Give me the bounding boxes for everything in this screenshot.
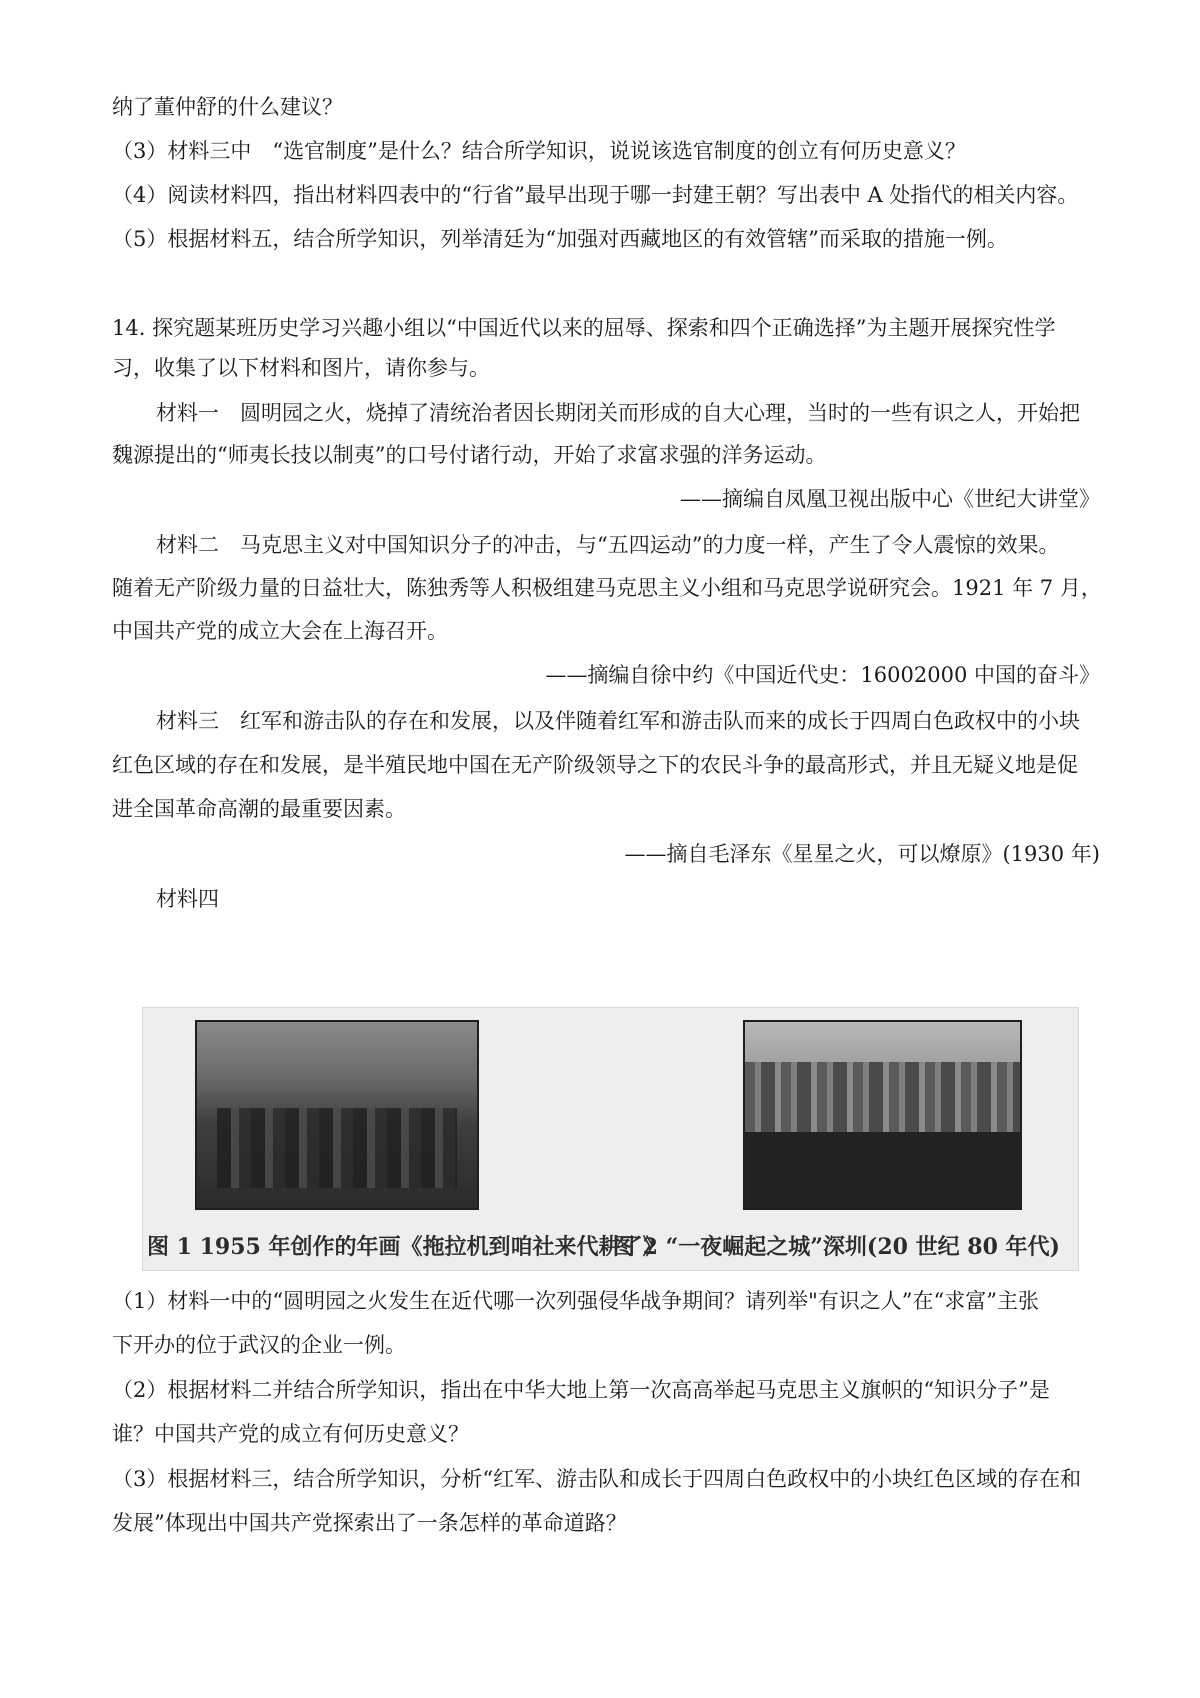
sub-question-1-line1: （1）材料一中的“圆明园之火发生在近代哪一次列强侵华战争期间？请列举"有识之人”在“求富”主张 (112, 1289, 1039, 1313)
figure-1-painting-image (195, 1020, 479, 1210)
question-4: （4）阅读材料四，指出材料四表中的“行省”最早出现于哪一封建王朝？写出表中 A 处指代的相关内容。 (112, 183, 1079, 207)
material-4-label: 材料四 (156, 887, 219, 911)
material-2-source: ——摘编自徐中约《中国近代史：16002000 中国的奋斗》 (545, 663, 1100, 687)
sub-question-3-line1: （3）根据材料三，结合所学知识，分析“红军、游击队和成长于四周白色政权中的小块红色区域的存在和 (112, 1467, 1082, 1491)
material-2-line1: 材料二 马克思主义对中国知识分子的冲击，与“五四运动”的力度一样，产生了令人震惊的效果。 (156, 533, 1060, 557)
farmers-crowd-shape (217, 1108, 457, 1188)
material-4-figures (142, 1007, 1079, 1271)
figure-1-caption: 图 1 1955 年创作的年画《拖拉机到咱社来代耕了》 (147, 1234, 665, 1260)
ground-shape (745, 1132, 1020, 1208)
city-skyline-shape (745, 1062, 1020, 1132)
material-3-line2: 红色区域的存在和发展，是半殖民地中国在无产阶级领导之下的农民斗争的最高形式，并且无疑义地是促 (112, 753, 1078, 777)
sub-question-2-line1: （2）根据材料二并结合所学知识，指出在中华大地上第一次高高举起马克思主义旗帜的“知识分子”是 (112, 1378, 1050, 1402)
sub-question-2-line2: 谁？中国共产党的成立有何历史意义？ (112, 1422, 469, 1446)
material-1-source: ——摘编自凤凰卫视出版中心《世纪大讲堂》 (680, 487, 1100, 511)
material-1-line2: 魏源提出的“师夷长技以制夷”的口号付诸行动，开始了求富求强的洋务运动。 (112, 443, 827, 467)
question-3: （3）材料三中 “选官制度”是什么？结合所学知识，说说该选官制度的创立有何历史意义？ (112, 139, 966, 163)
material-2-line2: 随着无产阶级力量的日益壮大，陈独秀等人积极组建马克思主义小组和马克思学说研究会。1921 年 7 月， (112, 576, 1102, 600)
material-3-source: ——摘自毛泽东《星星之火，可以燎原》(1930 年) (624, 842, 1100, 866)
figure-2-caption: 图 2 “一夜崛起之城”深圳(20 世纪 80 年代) (613, 1234, 1060, 1260)
q14-intro-line2: 习，收集了以下材料和图片，请你参与。 (112, 356, 490, 380)
material-2-line3: 中国共产党的成立大会在上海召开。 (112, 619, 448, 643)
material-3-line3: 进全国革命高潮的最重要因素。 (112, 797, 406, 821)
q14-intro-line1: 14. 探究题某班历史学习兴趣小组以“中国近代以来的屈辱、探索和四个正确选择”为主题开展探究性学 (112, 316, 1056, 340)
sub-question-3-line2: 发展”体现出中国共产党探索出了一条怎样的革命道路？ (112, 1511, 627, 1535)
question-5: （5）根据材料五，结合所学知识，列举清廷为“加强对西藏地区的有效管辖”而采取的措施一例。 (112, 227, 1008, 251)
figure-2-shenzhen-image (743, 1020, 1022, 1210)
sub-question-1-line2: 下开办的位于武汉的企业一例。 (112, 1333, 406, 1357)
material-3-line1: 材料三 红军和游击队的存在和发展，以及伴随着红军和游击队而来的成长于四周白色政权中的小块 (156, 709, 1080, 733)
material-1-line1: 材料一 圆明园之火，烧掉了清统治者因长期闭关而形成的自大心理，当时的一些有识之人，开始把 (156, 401, 1080, 425)
question-2-tail: 纳了董仲舒的什么建议？ (112, 95, 343, 119)
